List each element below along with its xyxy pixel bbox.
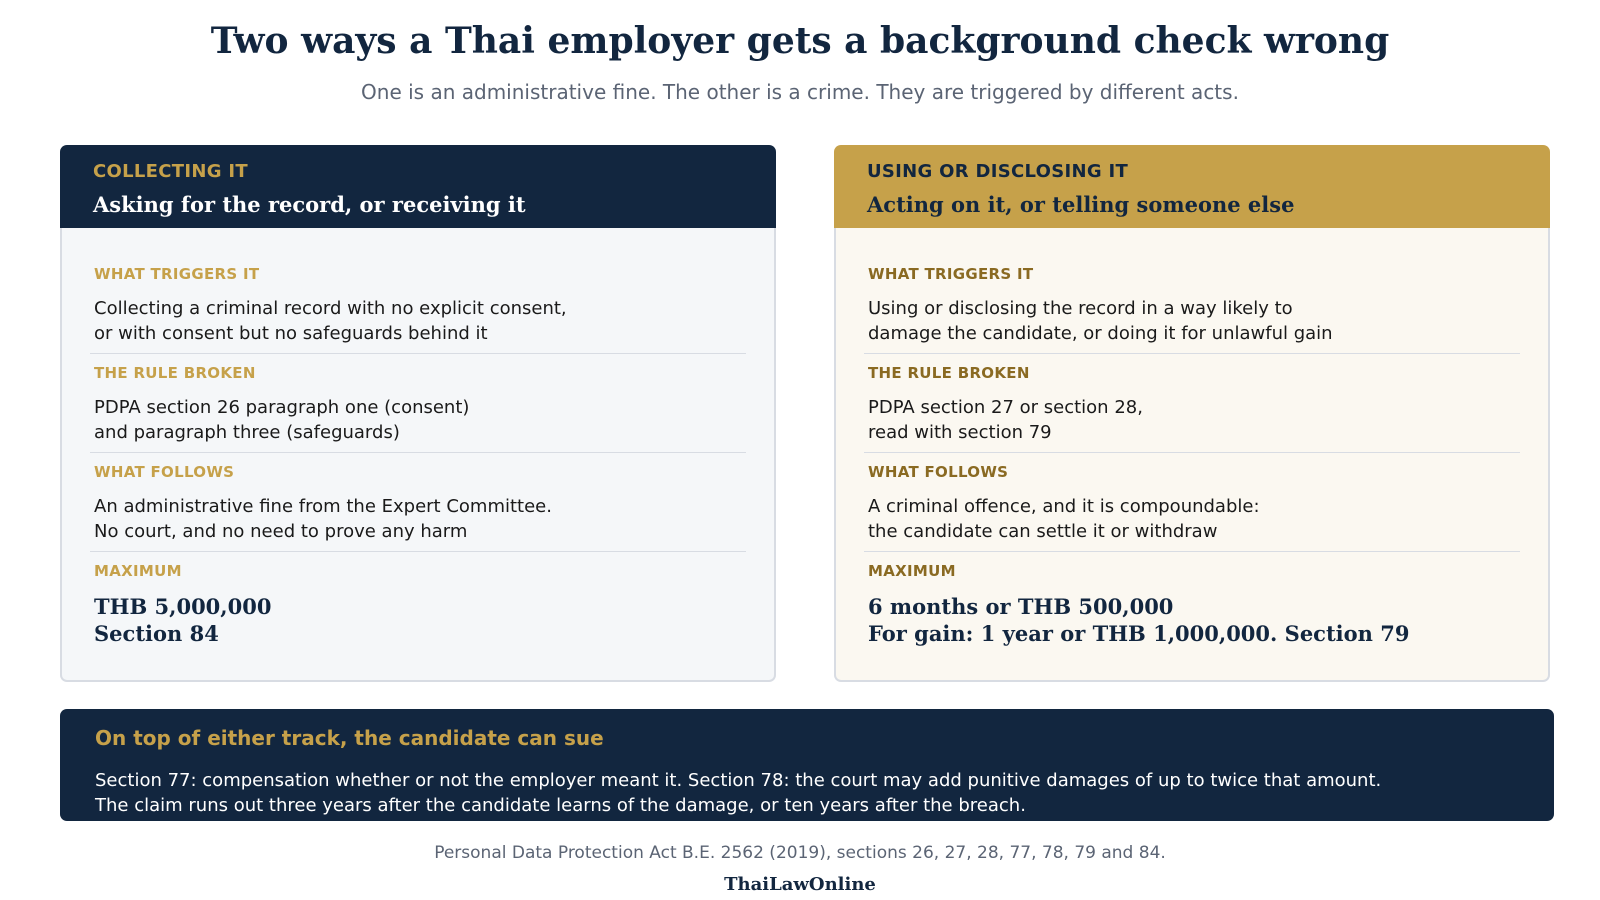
maximum-penalty	[868, 593, 1516, 647]
column-body	[60, 228, 776, 682]
page-subtitle: One is an administrative fine. The other is a crime. They are triggered by different acts.	[361, 80, 1239, 104]
section-text	[868, 395, 1516, 452]
text-line: PDPA section 26 paragraph one (consent)	[94, 397, 470, 418]
text-line: or with consent but no safeguards behind it	[94, 323, 488, 344]
section-what-follows	[90, 453, 746, 552]
maximum-penalty	[94, 593, 742, 647]
section-text	[94, 296, 742, 353]
text-line: No court, and no need to prove any harm	[94, 521, 468, 542]
section-what-follows	[864, 453, 1520, 552]
text-line: For gain: 1 year or THB 1,000,000. Section 79	[868, 621, 1410, 646]
text-line: Collecting a criminal record with no explicit consent,	[94, 298, 567, 319]
section-label: WHAT FOLLOWS	[94, 463, 235, 481]
text-line: the candidate can settle it or withdraw	[868, 521, 1218, 542]
using-disclosing-column	[834, 145, 1550, 682]
section-rule-broken	[864, 354, 1520, 453]
section-text	[868, 296, 1516, 353]
section-label: WHAT FOLLOWS	[868, 463, 1009, 481]
text-line: PDPA section 27 or section 28,	[868, 397, 1143, 418]
collecting-column	[60, 145, 776, 682]
section-maximum	[864, 552, 1520, 647]
text-line: and paragraph three (safeguards)	[94, 422, 400, 443]
brand-name: ThaiLawOnline	[724, 874, 876, 895]
column-heading: Asking for the record, or receiving it	[93, 192, 526, 217]
text-line: 6 months or THB 500,000	[868, 594, 1174, 619]
column-header	[834, 145, 1550, 228]
section-rule-broken	[90, 354, 746, 453]
text-line: Using or disclosing the record in a way likely to	[868, 298, 1293, 319]
section-text	[868, 494, 1516, 551]
section-label: WHAT TRIGGERS IT	[868, 265, 1034, 283]
text-line: A criminal offence, and it is compoundable:	[868, 496, 1260, 517]
banner-title: On top of either track, the candidate can sue	[95, 726, 604, 750]
text-line: The claim runs out three years after the candidate learns of the damage, or ten years after the breach.	[95, 795, 1026, 816]
source-footnote: Personal Data Protection Act B.E. 2562 (2019), sections 26, 27, 28, 77, 78, 79 and 84.	[434, 843, 1166, 863]
section-maximum	[90, 552, 746, 647]
section-label: THE RULE BROKEN	[868, 364, 1030, 382]
column-kicker: COLLECTING IT	[93, 161, 248, 182]
text-line: Section 84	[94, 621, 219, 646]
text-line: Section 77: compensation whether or not the employer meant it. Section 78: the court may add punitive damages of up to twice that amount.	[95, 770, 1382, 791]
text-line: An administrative fine from the Expert Committee.	[94, 496, 552, 517]
column-header	[60, 145, 776, 228]
section-label: MAXIMUM	[94, 562, 182, 580]
section-triggers	[864, 264, 1520, 354]
text-line: THB 5,000,000	[94, 594, 272, 619]
text-line: read with section 79	[868, 422, 1052, 443]
section-text	[94, 494, 742, 551]
section-label: THE RULE BROKEN	[94, 364, 256, 382]
column-body	[834, 228, 1550, 682]
banner-text	[95, 768, 1519, 818]
section-triggers	[90, 264, 746, 354]
page-title: Two ways a Thai employer gets a background check wrong	[210, 20, 1390, 62]
section-text	[94, 395, 742, 452]
column-heading: Acting on it, or telling someone else	[867, 192, 1295, 217]
text-line: damage the candidate, or doing it for unlawful gain	[868, 323, 1333, 344]
section-label: WHAT TRIGGERS IT	[94, 265, 260, 283]
civil-claim-banner	[60, 709, 1554, 821]
section-label: MAXIMUM	[868, 562, 956, 580]
column-kicker: USING OR DISCLOSING IT	[867, 161, 1129, 182]
